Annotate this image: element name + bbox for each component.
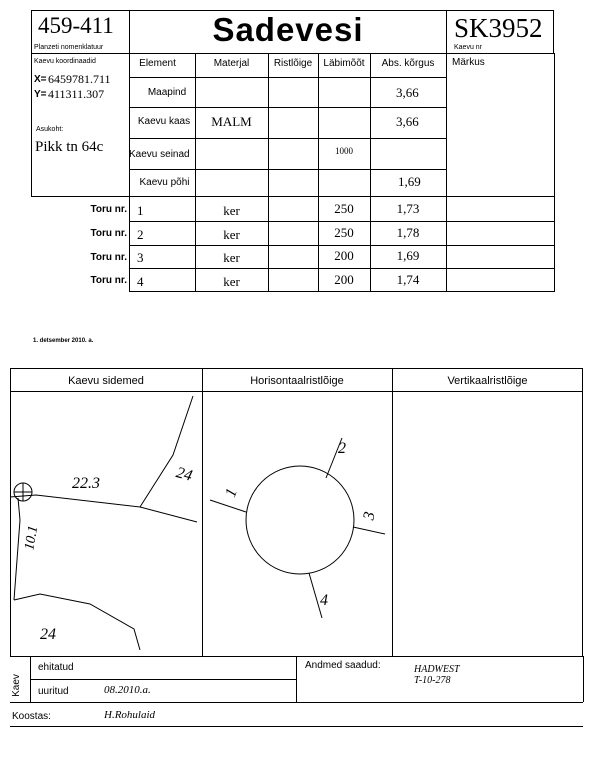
nomenclature-caption: Planzeti nomenklatuur xyxy=(34,44,104,51)
surveyed-value: 08.2010.a. xyxy=(104,684,151,696)
footer-side-label: Kaev xyxy=(10,674,22,697)
well-number-caption: Kaevu nr xyxy=(454,44,483,51)
pipe-label: Toru nr. xyxy=(90,228,127,239)
row-element: Kaevu põhi xyxy=(139,177,190,188)
col-header-height: Abs. kõrgus xyxy=(381,58,435,69)
dimension-bottom: 24 xyxy=(40,626,56,643)
pipe-label: Toru nr. xyxy=(90,275,127,286)
pipe-material: ker xyxy=(223,227,240,242)
pipe-label-3: 3 xyxy=(360,510,379,522)
nomenclature-value: 459-411 xyxy=(38,13,114,38)
dimension-top: 22.3 xyxy=(72,475,100,492)
coords-caption: Kaevu koordinaadid xyxy=(34,58,96,65)
pipe-diameter: 200 xyxy=(334,248,354,263)
row-height: 1,69 xyxy=(398,174,421,189)
row-height: 3,66 xyxy=(396,114,419,129)
pipe-number: 3 xyxy=(137,250,144,265)
col-header-diameter: Läbimõõt xyxy=(323,58,365,69)
data-source-ref: T-10-278 xyxy=(414,675,451,686)
compiled-label: Koostas: xyxy=(12,711,51,722)
page-title: Sadevesi xyxy=(212,11,364,48)
row-material: MALM xyxy=(211,114,252,129)
row-element: Kaevu seinad xyxy=(129,149,190,160)
pipe-number: 2 xyxy=(137,227,144,242)
pipe-label-1: 1 xyxy=(222,486,241,500)
coord-y-label: Y= xyxy=(34,89,47,100)
site-line xyxy=(140,507,197,522)
pipe-label-4: 4 xyxy=(320,592,328,609)
col-header-element: Element xyxy=(139,58,176,69)
pipe-diameter: 200 xyxy=(334,272,354,287)
col-header-section: Ristlõige xyxy=(273,58,313,69)
pipe-label: Toru nr. xyxy=(90,204,127,215)
date-note: 1. detsember 2010. a. xyxy=(33,338,94,344)
row-element: Maapind xyxy=(147,87,187,98)
col-header-notes: Märkus xyxy=(452,57,485,68)
pipe-material: ker xyxy=(223,274,240,289)
pipe-height: 1,78 xyxy=(396,225,420,240)
pipe-1-line xyxy=(210,500,246,512)
site-line xyxy=(14,594,140,650)
well-circle xyxy=(246,466,354,574)
row-height: 3,66 xyxy=(396,85,419,100)
site-line xyxy=(10,396,193,507)
pipe-label: Toru nr. xyxy=(90,252,127,263)
pipe-height: 1,73 xyxy=(396,201,420,216)
pipe-height: 1,69 xyxy=(396,248,420,263)
pipe-number: 1 xyxy=(137,203,144,218)
well-number: SK3952 xyxy=(454,13,543,43)
sketch-header-horizontal: Horisontaalristlõige xyxy=(250,375,344,387)
location-caption: Asukoht: xyxy=(36,126,64,133)
data-source-label: Andmed saadud: xyxy=(305,660,381,671)
pipe-height: 1,74 xyxy=(396,272,420,287)
compiled-value: H.Rohulaid xyxy=(104,709,156,721)
row-element: Kaevu kaas xyxy=(137,116,191,127)
coord-x-label: X= xyxy=(34,74,47,85)
pipe-3-line xyxy=(353,527,385,534)
coord-x-value: 6459781.711 xyxy=(48,72,111,86)
col-header-material: Materjal xyxy=(213,58,250,69)
pipe-number: 4 xyxy=(137,274,144,289)
data-source-value: HADWEST xyxy=(414,664,460,675)
pipe-material: ker xyxy=(223,203,240,218)
dimension-left: 10.1 xyxy=(22,524,42,552)
built-label: ehitatud xyxy=(38,662,74,673)
dimension-right: 24 xyxy=(174,464,195,485)
pipe-diameter: 250 xyxy=(334,201,354,216)
pipe-diameter: 250 xyxy=(334,225,354,240)
coord-y-value: 411311.307 xyxy=(48,87,105,101)
pipe-material: ker xyxy=(223,250,240,265)
row-diameter: 1000 xyxy=(335,146,353,156)
sketch-header-vertical: Vertikaalristlõige xyxy=(447,375,528,387)
sketch-header-connections: Kaevu sidemed xyxy=(68,375,144,387)
pipe-label-2: 2 xyxy=(338,440,346,457)
location-value: Pikk tn 64c xyxy=(35,139,104,155)
site-line xyxy=(14,498,20,600)
surveyed-label: uuritud xyxy=(38,686,69,697)
